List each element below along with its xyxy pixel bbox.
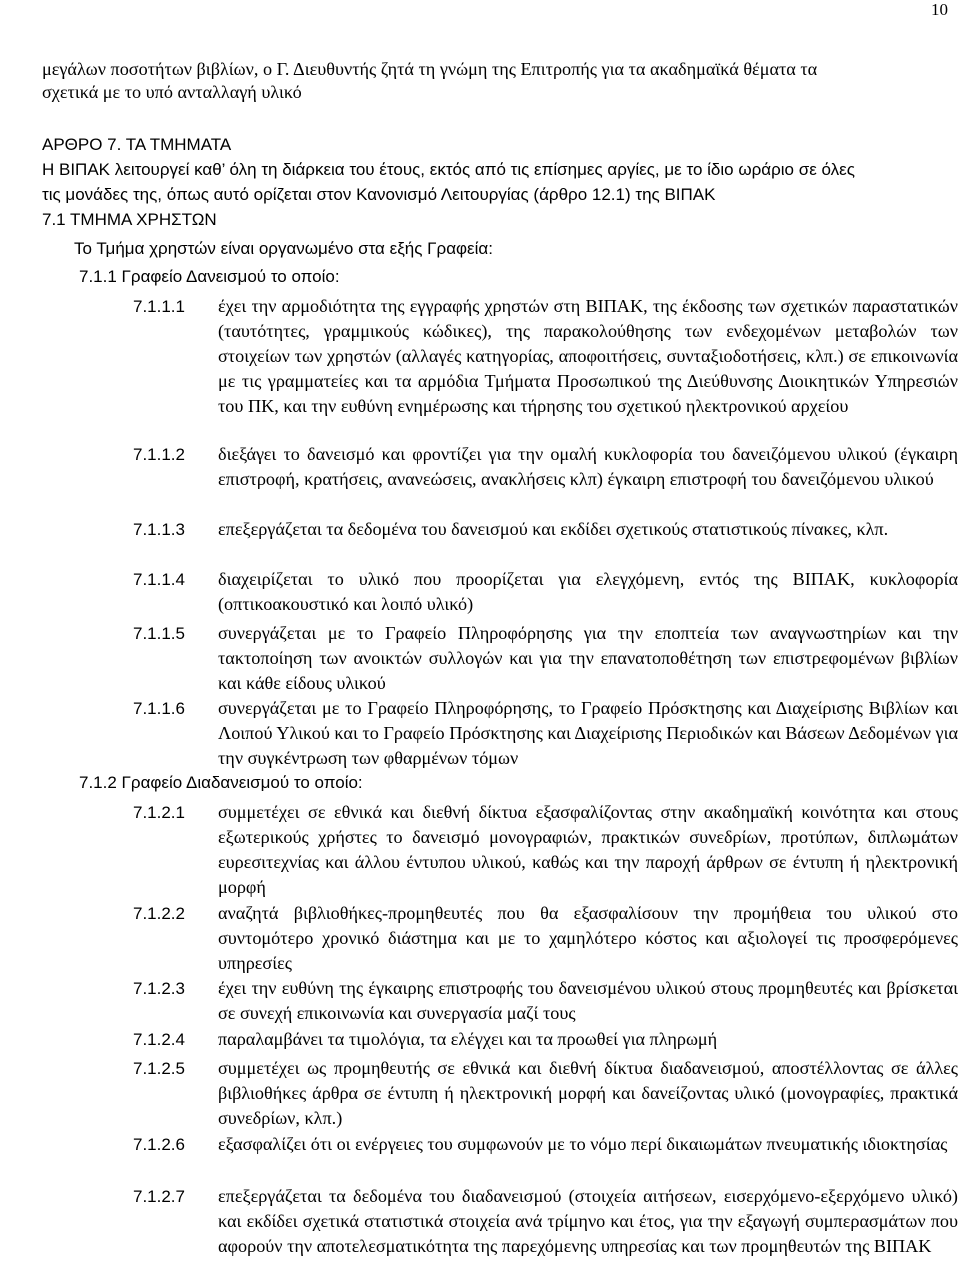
section-intro: Το Τμήμα χρηστών είναι οργανωμένο στα εξής Γραφεία: — [74, 239, 493, 258]
item-text: επεξεργάζεται τα δεδομένα του διαδανεισμού (στοιχεία αιτήσεων, εισερχόμενο-εξερχόμενο υλικό) και εκδίδει σχετικά στατιστικά στοιχεία ανά τρίμηνο και έτος, για την εξαγωγή συμπερασμάτων που αφορούν την αποτελεσματικότητα της παρεχόμενης υπηρεσίας και των προμηθευτών της ΒΙΠΑΚ — [218, 1186, 958, 1256]
item-number: 7.1.2.4 — [133, 1030, 185, 1049]
item-text: παραλαμβάνει τα τιμολόγια, τα ελέγχει και τα προωθεί για πληρωμή — [218, 1029, 718, 1049]
item-text: έχει την αρμοδιότητα της εγγραφής χρηστών στη ΒΙΠΑΚ, της έκδοσης των σχετικών παραστατικών (ταυτότητες, γραμμικούς κώδικες), της παρακολούθησης των ενδεχομένων μεταβολών των στοιχείων των χρηστών (αλλαγές κατηγορίας, αποφοιτήσεις, συνταξιοδοτήσεις, κλπ.) σε επικοινωνία με τις γραμματείες και τα αρμόδια Τμήματα Προσωπικού της Διεύθυνσης Διοικητικών Υπηρεσιών του ΠΚ, και την ευθύνη ενημέρωσης και τήρησης του σχετικού ηλεκτρονικού αρχείου — [218, 296, 958, 416]
item-number: 7.1.1.3 — [133, 520, 185, 539]
article-heading: ΑΡΘΡΟ 7. ΤΑ ΤΜΗΜΑΤΑ — [42, 135, 232, 154]
item-text: αναζητά βιβλιοθήκες-προμηθευτές που θα εξασφαλίσουν την προμήθεια του υλικού στο συντομότερο χρονικό διάστημα και με το χαμηλότερο κόστος και αξιολογεί τις προσφερόμενες υπηρεσίες — [218, 903, 958, 973]
intro-line-2: σχετικά με το υπό ανταλλαγή υλικό — [42, 82, 302, 102]
item-number: 7.1.1.6 — [133, 699, 185, 718]
office-2-heading: 7.1.2 Γραφείο Διαδανεισμού το οποίο: — [79, 773, 363, 792]
item-number: 7.1.1.1 — [133, 297, 185, 316]
item-number: 7.1.1.5 — [133, 624, 185, 643]
item-number: 7.1.2.5 — [133, 1059, 185, 1078]
item-text: εξασφαλίζει ότι οι ενέργειες του συμφωνούν με το νόμο περί δικαιωμάτων πνευματικής ιδιοκτησίας — [218, 1134, 948, 1154]
page-number: 10 — [931, 0, 948, 19]
item-number: 7.1.2.1 — [133, 803, 185, 822]
item-number: 7.1.2.7 — [133, 1187, 185, 1206]
article-text-line-2: τις μονάδες της, όπως αυτό ορίζεται στον Κανονισμό Λειτουργίας (άρθρο 12.1) της ΒΙΠΑΚ — [42, 185, 716, 204]
item-text: συμμετέχει σε εθνικά και διεθνή δίκτυα εξασφαλίζοντας στην ακαδημαϊκή κοινότητα και στους εξωτερικούς χρήστες το δανεισμό μονογραφιών, πρακτικών συνεδρίων, προτύπων, διπλωμάτων ευρεσιτεχνίας και άλλου έντυπου υλικού, καθώς και την παροχή άρθρων σε έντυπη ή ηλεκτρονική μορφή — [218, 802, 958, 897]
item-number: 7.1.1.4 — [133, 570, 185, 589]
item-number: 7.1.2.3 — [133, 979, 185, 998]
item-text: επεξεργάζεται τα δεδομένα του δανεισμού και εκδίδει σχετικούς στατιστικούς πίνακες, κλπ. — [218, 519, 889, 539]
item-number: 7.1.1.2 — [133, 445, 185, 464]
office-1-heading: 7.1.1 Γραφείο Δανεισμού το οποίο: — [79, 267, 340, 286]
item-text: έχει την ευθύνη της έγκαιρης επιστροφής του δανεισμένου υλικού στους προμηθευτές και βρίσκεται σε συνεχή επικοινωνία και συνεργασία μαζί τους — [218, 978, 958, 1023]
item-text: συνεργάζεται με το Γραφείο Πληροφόρησης, το Γραφείο Πρόσκτησης και Διαχείρισης Βιβλίων και Λοιπού Υλικού και το Γραφείο Πρόσκτησης και Διαχείρισης Περιοδικών και Βάσεων Δεδομένων για την συγκέντρωση των φθαρμένων τόμων — [218, 698, 958, 768]
item-text: διαχειρίζεται το υλικό που προορίζεται για ελεγχόμενη, εντός της ΒΙΠΑΚ, κυκλοφορία (οπτικοακουστικό και λοιπό υλικό) — [218, 569, 958, 614]
item-text: συμμετέχει ως προμηθευτής σε εθνικά και διεθνή δίκτυα διαδανεισμού, αποστέλλοντας σε άλλες βιβλιοθήκες άρθρα σε έντυπη ή ηλεκτρονική μορφή και δανείζοντας υλικό (μονογραφίες, πρακτικά συνεδρίων, κλπ.) — [218, 1058, 958, 1128]
section-heading: 7.1 ΤΜΗΜΑ ΧΡΗΣΤΩΝ — [42, 210, 217, 229]
article-text-line-1: Η ΒΙΠΑΚ λειτουργεί καθ’ όλη τη διάρκεια του έτους, εκτός από τις επίσημες αργίες, με το ίδιο ωράριο σε όλες — [42, 160, 855, 179]
item-text: συνεργάζεται με το Γραφείο Πληροφόρησης για την εποπτεία των αναγνωστηρίων και την τακτοποίηση των ανοικτών συλλογών και για την επανατοποθέτηση των επιστρεφομένων βιβλίων και κάθε είδους υλικού — [218, 623, 958, 693]
intro-line-1: μεγάλων ποσοτήτων βιβλίων, ο Γ. Διευθυντής ζητά τη γνώμη της Επιτροπής για τα ακαδημαϊκά θέματα τα — [42, 59, 818, 79]
item-number: 7.1.2.2 — [133, 904, 185, 923]
item-number: 7.1.2.6 — [133, 1135, 185, 1154]
item-text: διεξάγει το δανεισμό και φροντίζει για την ομαλή κυκλοφορία του δανειζόμενου υλικού (έγκαιρη επιστροφή, κρατήσεις, ανανεώσεις, ανακλήσεις κλπ) έγκαιρη επιστροφή του δανειζόμενου υλικού — [218, 444, 958, 489]
